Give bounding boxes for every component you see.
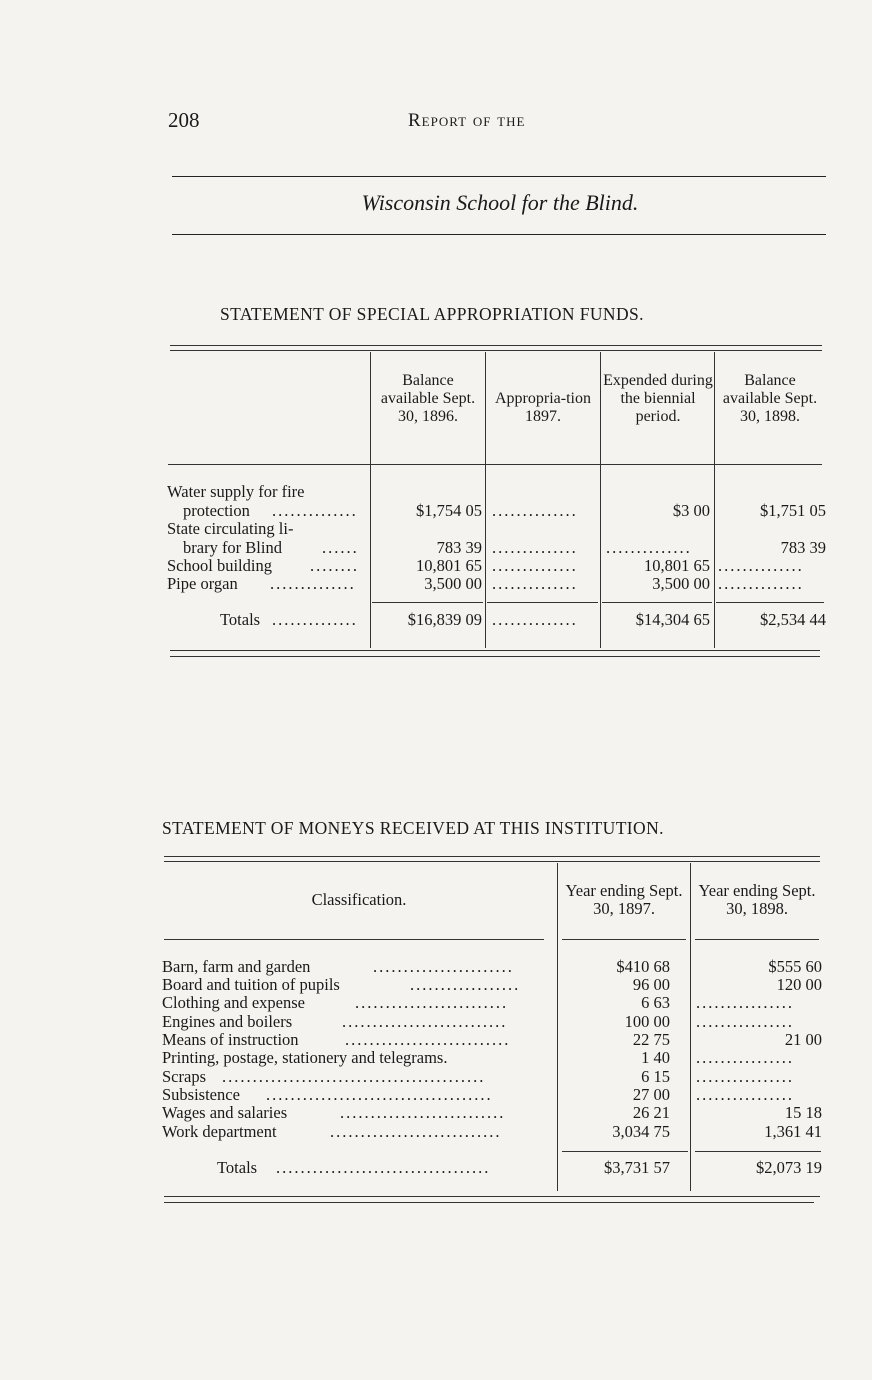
leader-dots: ........................................... bbox=[222, 1068, 486, 1086]
table2-header-rule bbox=[562, 939, 686, 940]
table1-row-label: Pipe organ bbox=[167, 575, 238, 593]
table1-bottom-rule bbox=[170, 650, 820, 651]
table1-col-divider bbox=[600, 352, 601, 648]
leader-dots: ................ bbox=[696, 1086, 794, 1104]
table2-cell: 6 15 bbox=[641, 1067, 670, 1086]
table1-col-header: Appropria-tion 1897. bbox=[495, 390, 591, 425]
leader-dots: .............. bbox=[270, 575, 356, 593]
leader-dots: .............. bbox=[718, 575, 804, 593]
table1-cell: 3,500 00 bbox=[424, 574, 482, 593]
table2-cell: 1,361 41 bbox=[764, 1122, 822, 1141]
table2-total: $2,073 19 bbox=[756, 1158, 822, 1177]
leader-dots: ............................ bbox=[330, 1123, 502, 1141]
table2-row-label: Work department bbox=[162, 1123, 277, 1141]
table1-totals-rule bbox=[602, 602, 712, 603]
leader-dots: .............. bbox=[492, 502, 578, 520]
table2-bottom-rule-2 bbox=[164, 1202, 814, 1203]
table1-cell: $1,754 05 bbox=[416, 501, 482, 520]
table1-totals-rule bbox=[716, 602, 824, 603]
table2-cell: 26 21 bbox=[632, 1103, 670, 1122]
table1-total: $2,534 44 bbox=[760, 610, 826, 629]
table1-col-divider bbox=[714, 352, 715, 648]
table1-col-divider bbox=[370, 352, 371, 648]
leader-dots: ..................................... bbox=[266, 1086, 493, 1104]
leader-dots: ................ bbox=[696, 1049, 794, 1067]
leader-dots: .............. bbox=[492, 539, 578, 557]
leader-dots: ........ bbox=[310, 557, 359, 575]
leader-dots: ....................... bbox=[373, 958, 514, 976]
leader-dots: ........................... bbox=[342, 1013, 508, 1031]
table1-row-label: brary for Blind bbox=[183, 539, 282, 557]
table2-cell: 120 00 bbox=[776, 975, 822, 994]
table2-row-label: Clothing and expense bbox=[162, 994, 305, 1012]
table1-cell: $3 00 bbox=[672, 501, 710, 520]
table1-top-rule-2 bbox=[170, 350, 822, 351]
table1-top-rule bbox=[170, 345, 822, 346]
table2-totals-label: Totals bbox=[217, 1159, 258, 1177]
table1-bottom-rule-2 bbox=[170, 656, 820, 657]
leader-dots: .............. bbox=[492, 575, 578, 593]
leader-dots: ...... bbox=[322, 539, 359, 557]
table2-cell: 22 75 bbox=[632, 1030, 670, 1049]
table2-bottom-rule bbox=[164, 1196, 820, 1197]
table2-col-header: Year ending Sept. 30, 1898. bbox=[698, 881, 816, 918]
table1-cell: 783 39 bbox=[780, 538, 826, 557]
table1-cell: 783 39 bbox=[436, 538, 482, 557]
running-head: Report of the bbox=[408, 110, 526, 131]
table1-row-label: School building bbox=[167, 557, 272, 575]
table2-row-label: Printing, postage, stationery and telegrams. bbox=[162, 1049, 448, 1067]
leader-dots: .............. bbox=[492, 557, 578, 575]
table1-col-divider bbox=[485, 352, 486, 648]
table2-col-header: Classification. bbox=[311, 890, 407, 909]
table2-row-label: Scraps bbox=[162, 1068, 206, 1086]
table2-top-rule-2 bbox=[164, 861, 820, 862]
table2-title: STATEMENT OF MONEYS RECEIVED AT THIS INSTITUTION. bbox=[162, 818, 664, 838]
leader-dots: ................ bbox=[696, 994, 794, 1012]
table1-cell: $1,751 05 bbox=[760, 501, 826, 520]
table1-title: STATEMENT OF SPECIAL APPROPRIATION FUNDS. bbox=[220, 304, 644, 324]
table1-col-header: Balance available Sept. 30, 1896. bbox=[380, 372, 476, 425]
table2-total: $3,731 57 bbox=[604, 1158, 670, 1177]
table2-row-label: Wages and salaries bbox=[162, 1104, 288, 1122]
page-number: 208 bbox=[168, 108, 200, 132]
header-rule-top bbox=[172, 176, 826, 177]
leader-dots: .............. bbox=[492, 611, 578, 629]
table2-row-label: Board and tuition of pupils bbox=[162, 976, 340, 994]
table1-total: $14,304 65 bbox=[635, 610, 710, 629]
table1-row-label: protection bbox=[183, 502, 250, 520]
table1-col-header: Expended during the biennial period. bbox=[603, 372, 713, 425]
leader-dots: ................ bbox=[696, 1013, 794, 1031]
table1-header-rule bbox=[168, 464, 822, 465]
table2-top-rule bbox=[164, 856, 820, 857]
leader-dots: ........................... bbox=[340, 1104, 506, 1122]
leader-dots: ........................... bbox=[345, 1031, 511, 1049]
leader-dots: ................................... bbox=[276, 1159, 491, 1177]
table2-row-label: Subsistence bbox=[162, 1086, 240, 1104]
table2-cell: 100 00 bbox=[624, 1012, 670, 1031]
table1-row-label: Water supply for fire bbox=[167, 483, 305, 501]
table1-cell: 3,500 00 bbox=[652, 574, 710, 593]
table2-totals-rule bbox=[562, 1151, 688, 1152]
leader-dots: .............. bbox=[606, 539, 692, 557]
table2-cell: $410 68 bbox=[616, 957, 670, 976]
header-rule-bottom bbox=[172, 234, 826, 235]
table1-totals-rule bbox=[372, 602, 483, 603]
table2-header-rule bbox=[164, 939, 544, 940]
document-subtitle: Wisconsin School for the Blind. bbox=[361, 190, 639, 215]
table1-total: $16,839 09 bbox=[407, 610, 482, 629]
table2-row-label: Engines and boilers bbox=[162, 1013, 293, 1031]
table2-totals-rule bbox=[695, 1151, 821, 1152]
table2-col-divider bbox=[690, 863, 691, 1191]
table2-cell: 21 00 bbox=[784, 1030, 822, 1049]
table2-cell: 3,034 75 bbox=[612, 1122, 670, 1141]
table1-totals-label: Totals bbox=[220, 611, 261, 629]
table2-row-label: Barn, farm and garden bbox=[162, 958, 311, 976]
table1-row-label: State circulating li- bbox=[167, 520, 294, 538]
table2-header-rule bbox=[695, 939, 819, 940]
leader-dots: .............. bbox=[272, 611, 358, 629]
table1-col-header: Balance available Sept. 30, 1898. bbox=[722, 372, 818, 425]
table2-cell: $555 60 bbox=[768, 957, 822, 976]
table2-col-header: Year ending Sept. 30, 1897. bbox=[565, 881, 683, 918]
table2-cell: 96 00 bbox=[632, 975, 670, 994]
table1-cell: 10,801 65 bbox=[644, 556, 710, 575]
leader-dots: ......................... bbox=[355, 994, 509, 1012]
table1-cell: 10,801 65 bbox=[416, 556, 482, 575]
table2-row-label: Means of instruction bbox=[162, 1031, 299, 1049]
leader-dots: .................. bbox=[410, 976, 521, 994]
table2-cell: 1 40 bbox=[641, 1048, 670, 1067]
leader-dots: .............. bbox=[718, 557, 804, 575]
leader-dots: ................ bbox=[696, 1068, 794, 1086]
leader-dots: .............. bbox=[272, 502, 358, 520]
table1-totals-rule bbox=[487, 602, 598, 603]
table2-cell: 6 63 bbox=[641, 993, 670, 1012]
table2-cell: 27 00 bbox=[632, 1085, 670, 1104]
table2-cell: 15 18 bbox=[784, 1103, 822, 1122]
table2-col-divider bbox=[557, 863, 558, 1191]
